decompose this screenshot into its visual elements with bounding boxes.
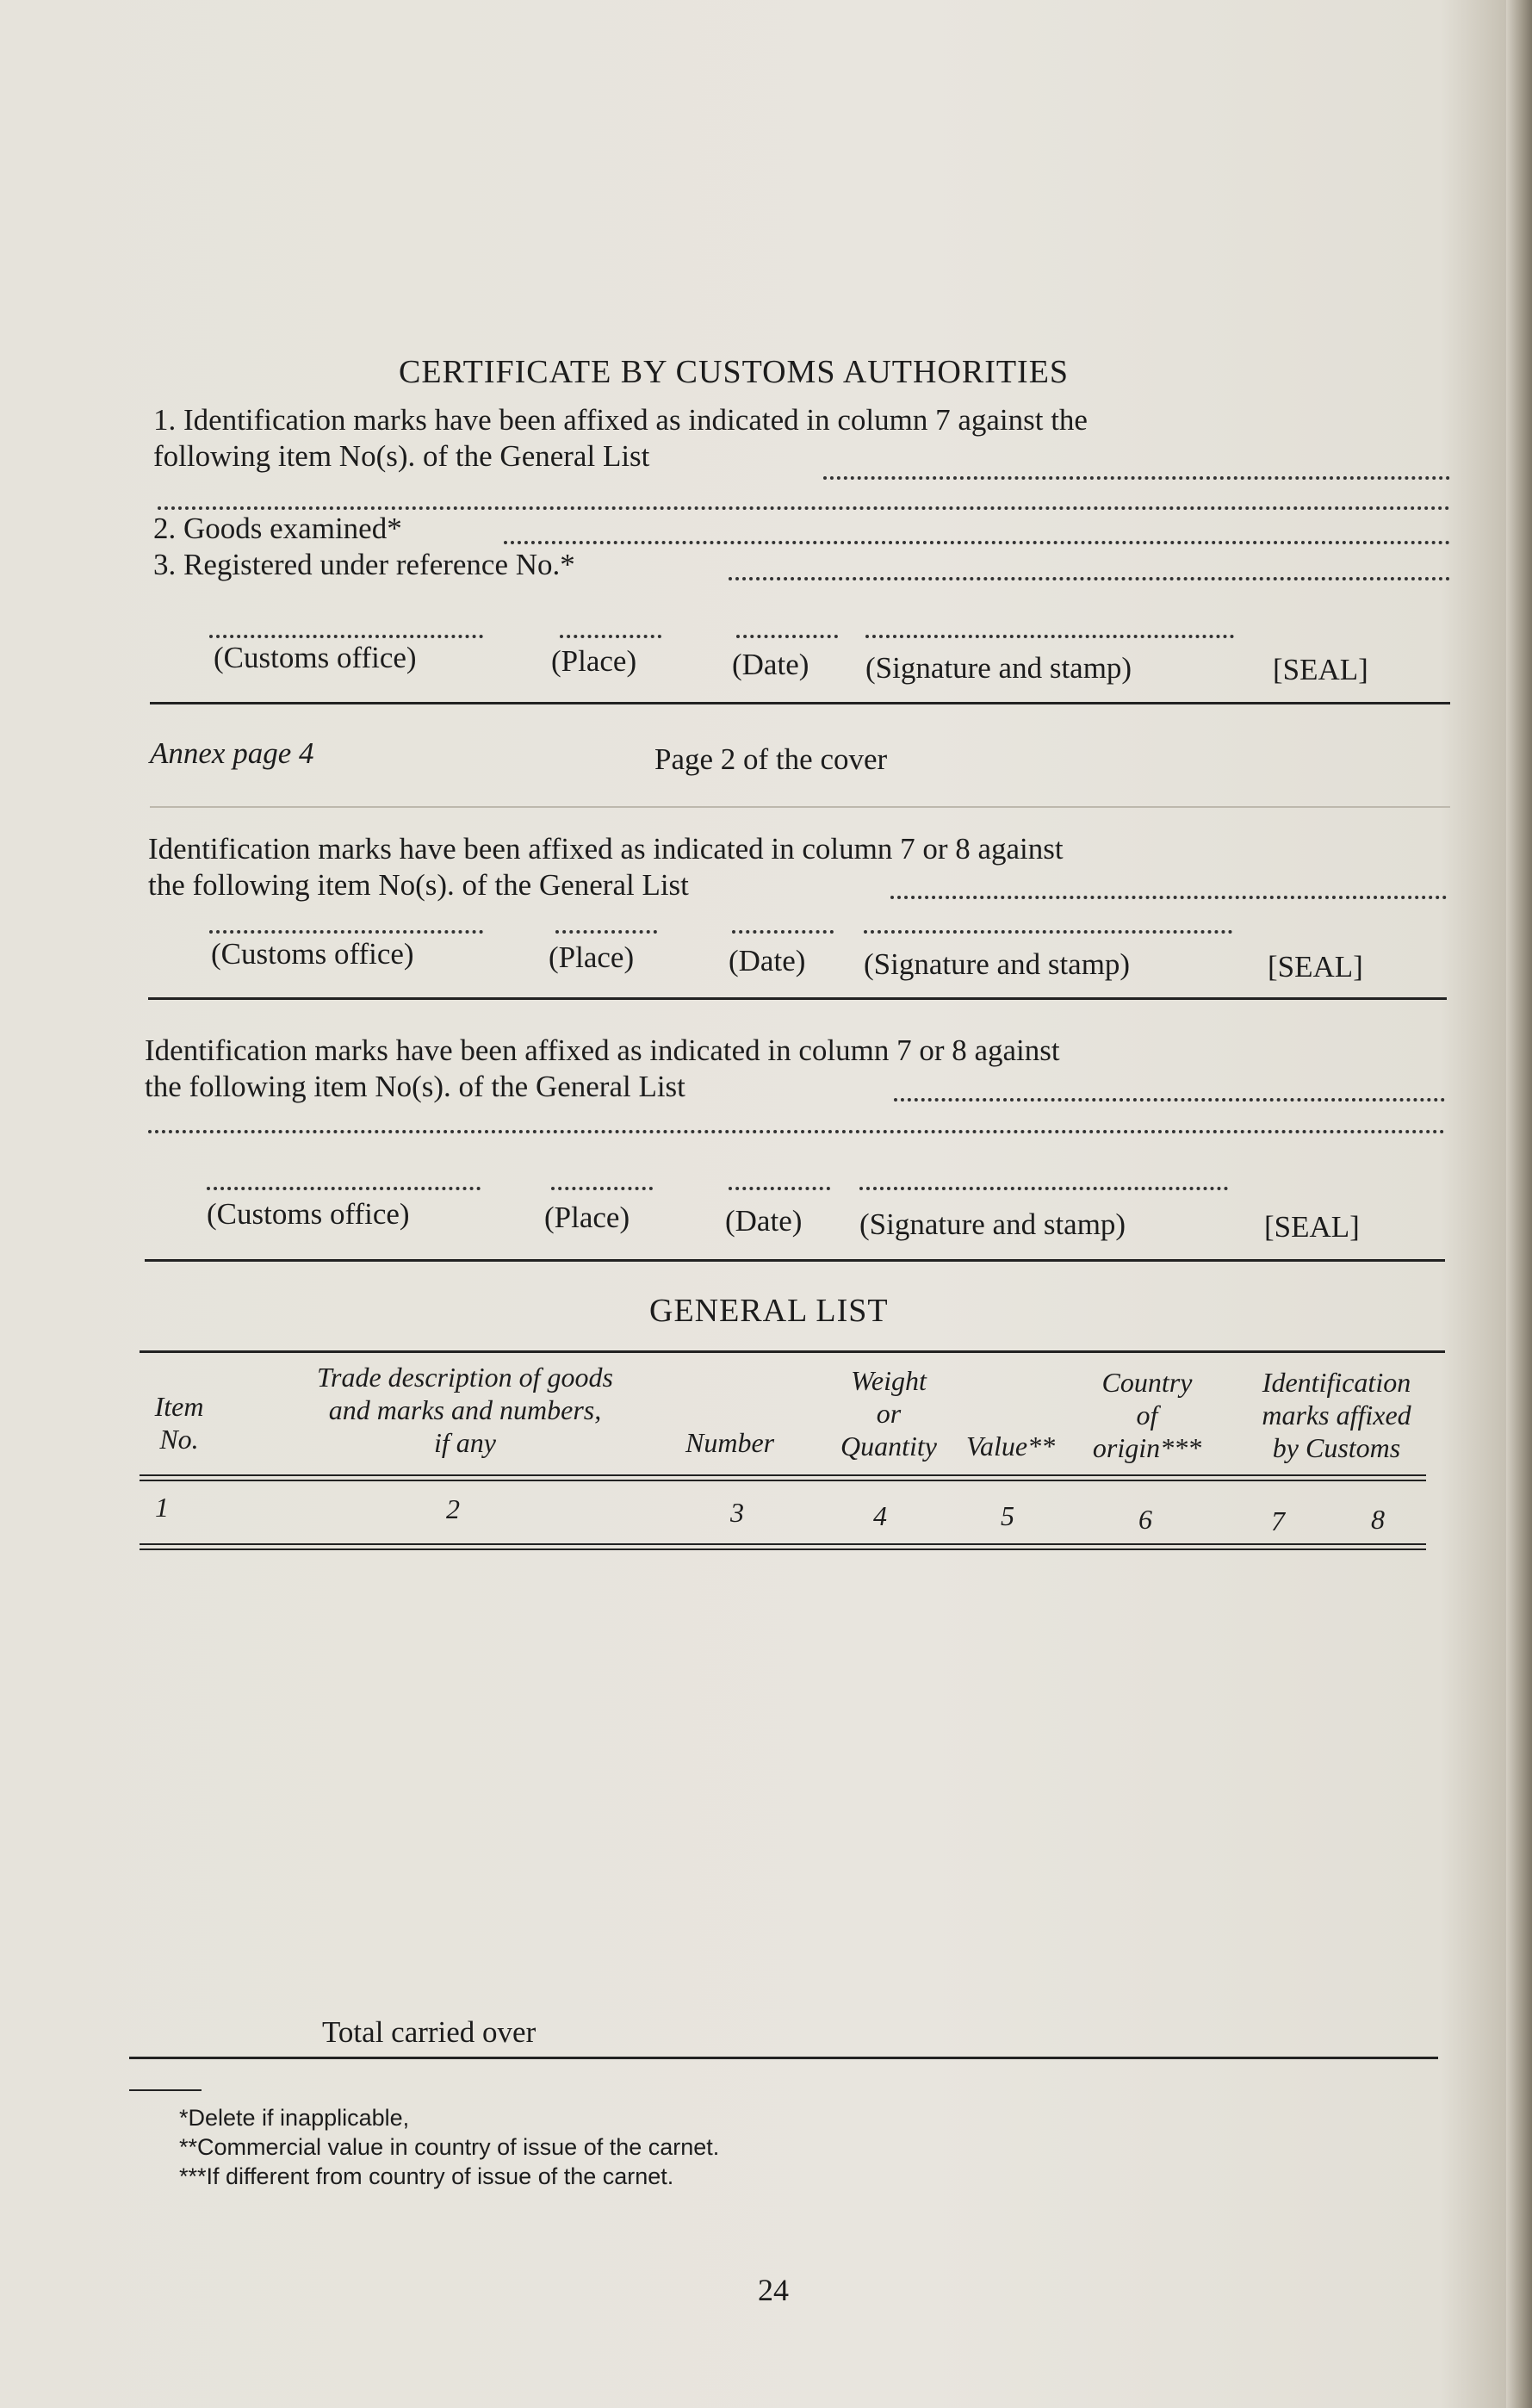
section-b-line-2: the following item No(s). of the General List xyxy=(145,1070,685,1103)
dotted-fill xyxy=(865,635,1234,638)
dotted-fill xyxy=(207,1187,481,1190)
customs-office-label: (Customs office) xyxy=(207,1197,410,1231)
footnote-rule xyxy=(129,2089,202,2091)
page-number: 24 xyxy=(758,2273,789,2307)
dotted-fill xyxy=(732,930,834,934)
divider-rule xyxy=(150,702,1450,704)
col-country-header: Country of origin*** xyxy=(1092,1367,1202,1463)
customs-office-label: (Customs office) xyxy=(214,641,417,674)
signature-label: (Signature and stamp) xyxy=(864,947,1131,981)
col-number-7: 7 xyxy=(1271,1505,1285,1536)
col-number-3: 3 xyxy=(730,1497,744,1528)
col-number-5: 5 xyxy=(1001,1500,1014,1531)
annex-page-label: Annex page 4 xyxy=(150,736,314,770)
seal-label: [SEAL] xyxy=(1268,950,1363,984)
col-number-1: 1 xyxy=(155,1492,169,1523)
dotted-fill xyxy=(209,635,483,638)
col-weight-header: Weight or Quantity xyxy=(840,1365,937,1462)
certificate-line-3: 3. Registered under reference No.* xyxy=(153,548,575,581)
dotted-fill xyxy=(890,896,1447,899)
col-number-header: Number xyxy=(685,1427,775,1458)
seal-label: [SEAL] xyxy=(1273,653,1368,686)
customs-office-label: (Customs office) xyxy=(211,937,414,971)
col-number-8: 8 xyxy=(1371,1504,1385,1535)
footnote-3: ***If different from country of issue of the carnet. xyxy=(179,2163,674,2189)
column-number-rule xyxy=(140,1543,1426,1545)
dotted-fill xyxy=(504,541,1450,544)
col-item-header: Item No. xyxy=(154,1391,204,1455)
section-a-line-1: Identification marks have been affixed as indicated in column 7 or 8 against xyxy=(148,832,1064,866)
date-label: (Date) xyxy=(729,944,806,977)
total-carried-over: Total carried over xyxy=(322,2015,537,2049)
dotted-fill xyxy=(560,635,661,638)
seal-label: [SEAL] xyxy=(1264,1210,1360,1244)
date-label: (Date) xyxy=(725,1204,803,1238)
col-description-header: Trade description of goods and marks and numbers, if any xyxy=(316,1362,613,1458)
col-number-4: 4 xyxy=(873,1500,887,1531)
place-label: (Place) xyxy=(544,1201,630,1234)
date-label: (Date) xyxy=(732,648,809,681)
col-value-header: Value** xyxy=(966,1431,1056,1462)
header-rule xyxy=(140,1480,1426,1481)
dotted-fill xyxy=(859,1187,1228,1190)
divider-rule xyxy=(145,1259,1445,1262)
dotted-fill xyxy=(729,577,1450,580)
dotted-fill xyxy=(823,476,1450,480)
total-rule xyxy=(129,2057,1438,2059)
dotted-fill xyxy=(551,1187,653,1190)
footnote-1: *Delete if inapplicable, xyxy=(179,2105,410,2131)
signature-label: (Signature and stamp) xyxy=(865,651,1132,685)
dotted-fill xyxy=(209,930,483,934)
cover-page-label: Page 2 of the cover xyxy=(654,742,888,776)
dotted-fill xyxy=(864,930,1232,934)
col-number-2: 2 xyxy=(446,1493,460,1524)
book-spine xyxy=(1506,0,1532,2408)
table-top-rule xyxy=(140,1350,1445,1353)
divider-rule xyxy=(148,997,1447,1000)
dotted-fill xyxy=(148,1130,1445,1133)
place-label: (Place) xyxy=(551,644,637,678)
section-b-line-1: Identification marks have been affixed as indicated in column 7 or 8 against xyxy=(145,1033,1060,1067)
certificate-line-2: 2. Goods examined* xyxy=(153,512,402,545)
dotted-fill xyxy=(894,1098,1445,1102)
faint-rule xyxy=(150,806,1450,808)
certificate-title: CERTIFICATE BY CUSTOMS AUTHORITIES xyxy=(399,354,1070,390)
dotted-fill xyxy=(736,635,838,638)
col-identification-header: Identification marks affixed by Customs xyxy=(1262,1367,1411,1463)
general-list-title: GENERAL LIST xyxy=(649,1293,889,1329)
dotted-fill xyxy=(158,506,1450,510)
certificate-line-1b: following item No(s). of the General List xyxy=(153,439,650,473)
place-label: (Place) xyxy=(549,940,635,974)
footnote-2: **Commercial value in country of issue of the carnet. xyxy=(179,2134,720,2160)
dotted-fill xyxy=(555,930,657,934)
certificate-line-1a: 1. Identification marks have been affixed as indicated in column 7 against the xyxy=(153,403,1088,437)
section-a-line-2: the following item No(s). of the General List xyxy=(148,868,689,902)
header-rule xyxy=(140,1474,1426,1476)
col-number-6: 6 xyxy=(1138,1504,1152,1535)
dotted-fill xyxy=(729,1187,830,1190)
column-number-rule xyxy=(140,1548,1426,1550)
signature-label: (Signature and stamp) xyxy=(859,1207,1126,1241)
